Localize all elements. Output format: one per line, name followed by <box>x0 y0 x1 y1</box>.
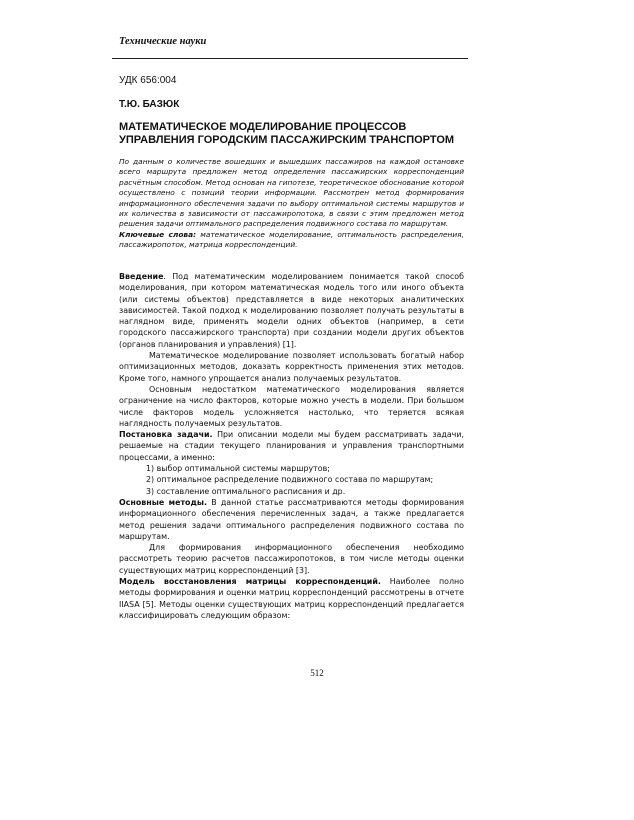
methods-heading: Основные методы. <box>119 497 207 507</box>
paragraph-info: Для формирования информационного обеспечения необходимо рассмотреть теорию расчетов пассажиропотоков, в том числе методы оценки существующих матриц корреспонденций [3]. <box>119 543 464 575</box>
page-number: 512 <box>310 668 324 678</box>
running-header: Технические науки <box>119 36 207 47</box>
header-rule <box>112 58 468 59</box>
keywords-text: математическое моделирование, оптимальность распределения, пассажиропоток, матрица корреспонденций. <box>119 229 464 250</box>
udk-code: УДК 656:004 <box>119 75 177 86</box>
author: Т.Ю. БАЗЮК <box>119 99 180 110</box>
abstract-text: По данным о количестве вошедших и вышедших пассажиров на каждой остановке всего маршрута предложен метод определения пассажирских корреспонденций расчётным способом. Метод основан на гипотезе, теоретическое обоснование которой осуществлено с позиций теории информации. Рассмотрен метод формирования информационного обеспечения задачи по выбору оптимальной системы маршрутов и их количества в зависимости от пассажиропотока, в связи с этим предложен метод решения задачи оптимального распределения подвижного состава по маршрутам. <box>119 157 464 229</box>
list-item: 3) составление оптимального расписания и др. <box>146 486 346 496</box>
paragraph-drawback: Основным недостатком математического моделирования является ограничение на число факторов, которые можно учесть в модели. При большом числе факторов модель усложняется настолько, что теряется всякая наглядность получаемых результатов. <box>119 384 464 428</box>
methods-paragraph <box>119 497 464 542</box>
list-item: 1) выбор оптимальной системы маршрутов; <box>146 464 330 474</box>
list-item: 2) оптимальное распределение подвижного состава по маршрутам; <box>146 475 434 485</box>
model-paragraph <box>119 576 464 621</box>
task-text: При описании модели мы будем рассматривать задачи, решаемые на стадии текущего планирования и управления транспортными процессами, а именно: <box>119 430 464 462</box>
keywords-label: Ключевые слова: <box>119 229 197 239</box>
intro-paragraph <box>119 271 464 350</box>
task-paragraph <box>119 429 464 463</box>
article-title: МАТЕМАТИЧЕСКОЕ МОДЕЛИРОВАНИЕ ПРОЦЕССОВ УПРАВЛЕНИЯ ГОРОДСКИМ ПАССАЖИРСКИМ ТРАНСПОРТОМ <box>119 121 455 146</box>
task-heading: Постановка задачи. <box>119 430 213 440</box>
methods-text: В данной статье рассматриваются методы формирования информационного обеспечения перечисленных задач, а также предлагается метод решения задачи оптимального распределения подвижного состава по маршрутам. <box>119 497 464 541</box>
article-body <box>119 271 464 621</box>
task-list <box>119 463 464 497</box>
intro-heading: Введение <box>119 272 164 281</box>
intro-text: . Под математическим моделированием понимается такой способ моделирования, при котором математическая модель того или иного объекта (или системы объектов) представляется в виде некоторых аналитических зависимостей. Такой подход к моделированию позволяет получать результаты в наглядном виде, применять модели одних объектов (например, в сети городского пассажирского транспорта) при создании модели других объектов (органов планирования и управления) [1]. <box>119 272 464 349</box>
paragraph-modeling: Математическое моделирование позволяет использовать богатый набор оптимизационных методов, доказать корректность применения этих методов. Кроме того, намного упрощается анализ получаемых результатов. <box>119 351 464 383</box>
model-text: Наиболее полно методы формирования и оценки матриц корреспонденций рассмотрены в отчете IIASA [5]. Методы оценки существующих матриц корреспонденций предлагается классифицировать следующим образом: <box>119 577 464 620</box>
abstract <box>119 157 464 251</box>
model-heading: Модель восстановления матрицы корреспонденций. <box>119 577 381 587</box>
